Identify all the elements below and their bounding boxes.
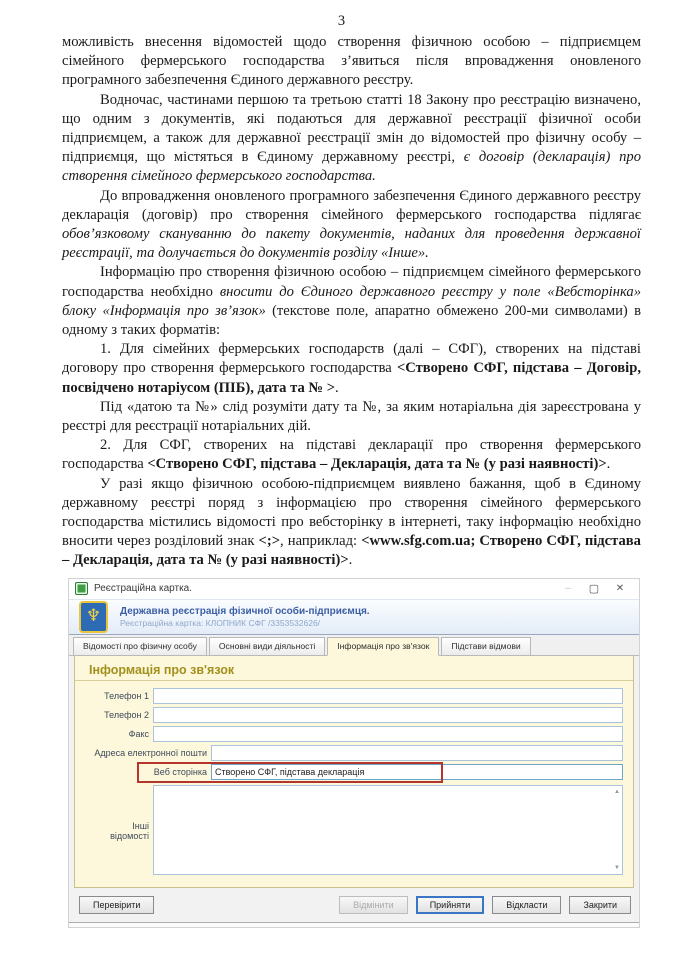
postpone-button[interactable]: Відкласти (492, 896, 561, 914)
app-icon (75, 582, 88, 595)
maximize-icon[interactable]: ▢ (588, 583, 600, 596)
other-info-row (75, 785, 623, 877)
website-input[interactable] (211, 764, 623, 780)
window-footer-line (69, 922, 639, 927)
close-icon[interactable]: ✕ (615, 583, 625, 595)
document-body (0, 30, 683, 571)
app-header-title: Державна реєстрація фізичної особи-підприємця. (120, 605, 370, 617)
minimize-icon[interactable]: – (565, 583, 571, 595)
connection-form (75, 688, 633, 877)
document-paragraph: Під «датою та №» слід розуміти дату та №, за яким нотаріальна дія зареєстрована у реєстрі для реєстрації нотаріальних дій. (62, 398, 641, 435)
close-form-button[interactable]: Закрити (569, 896, 631, 914)
window-titlebar (69, 579, 639, 599)
document-paragraph: 2. Для СФГ, створених на підставі декларації про створення фермерського господарства <Створено СФГ, підстава – Декларація, дата та № (у разі наявності)>. (62, 437, 641, 473)
phone1-input[interactable] (153, 688, 623, 704)
phone2-label: Телефон 2 (104, 709, 149, 720)
panel-title: Інформація про зв'язок (75, 656, 633, 681)
website-label: Веб сторінка (153, 766, 207, 777)
document-paragraph: У разі якщо фізичною особою-підприємцем виявлено бажання, щоб в Єдиному державному реєстрі поряд з інформацією про створення сімейного фермерського господарства містились відомості про вебсторінку в інтернеті, таку інформацію необхідно вносити через розділовий знак <;>, наприклад: <www.sfg.com.ua; Створено СФГ, підстава – Декларація, дата та № (у разі наявності)>. (62, 475, 641, 569)
other-info-textarea[interactable] (153, 785, 623, 875)
tab-pidstavy-vidmovy[interactable]: Підстави відмови (441, 637, 530, 655)
tab-vidomosti-pro-fizychnu-osobu[interactable]: Відомості про фізичну особу (73, 637, 207, 655)
trident-icon: ♆ (85, 606, 102, 627)
email-input[interactable] (211, 745, 623, 761)
accept-button[interactable]: Прийняти (416, 896, 485, 914)
document-paragraph: До впровадження оновленого програмного забезпечення Єдиного державного реєстру декларація (договір) про створення сімейного фермерського господарства підлягає обов’язковому скануванню до пакету документів, наданих для проведення державної реєстрації, та долучається до документів розділу «Інше». (62, 187, 641, 262)
page-number: 3 (337, 13, 346, 29)
fax-row (75, 726, 623, 742)
window-title: Реєстраційна картка. (94, 583, 193, 595)
phone1-label: Телефон 1 (104, 690, 149, 701)
tab-informatsiya-pro-zvyazok[interactable]: Інформація про зв'язок (327, 637, 439, 656)
right-buttons-group (339, 896, 631, 914)
phone2-row (75, 707, 623, 723)
app-header (69, 599, 639, 635)
phone2-input[interactable] (153, 707, 623, 723)
window-controls (555, 582, 633, 595)
button-bar (69, 888, 639, 919)
app-header-text (120, 606, 370, 628)
document-paragraph: Інформацію про створення фізичною особою – підприємцем сімейного фермерського господарства необхідно вносити до Єдиного державного реєстру у поле «Вебсторінка» блоку «Інформація про зв’язок» (текстове поле, апаратно обмежено 200-ми символами) в одному з таких форматів: (62, 264, 641, 339)
scroll-down-icon[interactable]: ▼ (614, 864, 620, 871)
tab-osnovni-vydy-diyalnosti[interactable]: Основні види діяльності (209, 637, 325, 655)
phone1-row (75, 688, 623, 704)
tab-bar (69, 635, 639, 656)
document-paragraph: 1. Для сімейних фермерських господарств (далі – СФГ), створених на підставі договору про створення фермерського господарства <Створено СФГ, підстава – Договір, посвідчено нотаріусом (ПІБ), дата та № >. (62, 341, 642, 396)
scroll-up-icon[interactable]: ▲ (614, 788, 620, 795)
fax-input[interactable] (153, 726, 623, 742)
website-row (75, 764, 623, 780)
check-button[interactable]: Перевірити (79, 896, 154, 914)
other-info-label: Інші відомості (110, 820, 149, 841)
other-info-textarea-wrap (153, 785, 623, 877)
ukraine-coat-of-arms-logo (79, 601, 108, 633)
email-row (75, 745, 623, 761)
connection-info-panel (74, 656, 634, 888)
app-header-subtitle: Реєстраційна картка: КЛОПНИК СФГ /3353532626/ (120, 617, 321, 628)
fax-label: Факс (128, 728, 149, 739)
document-paragraph: Водночас, частинами першою та третьою статті 18 Закону про реєстрацію визначено, що одним з документів, які подаються для державної реєстрації фізичної особи підприємцем, а також для державної реєстрації змін до відомостей про фізичну особу – підприємця, що містяться в Єдиному державному реєстрі, є договір (декларація) про створення сімейного фермерського господарства. (62, 91, 642, 185)
registration-card-window (68, 578, 640, 928)
email-label: Адреса електронної пошти (94, 747, 207, 758)
cancel-button[interactable]: Відмінити (339, 896, 408, 914)
document-paragraph: можливість внесення відомостей щодо створення фізичною особою – підприємцем сімейного фермерського господарства з’явиться після впровадження оновленого програмного забезпечення Єдиного державного реєстру. (62, 34, 641, 89)
